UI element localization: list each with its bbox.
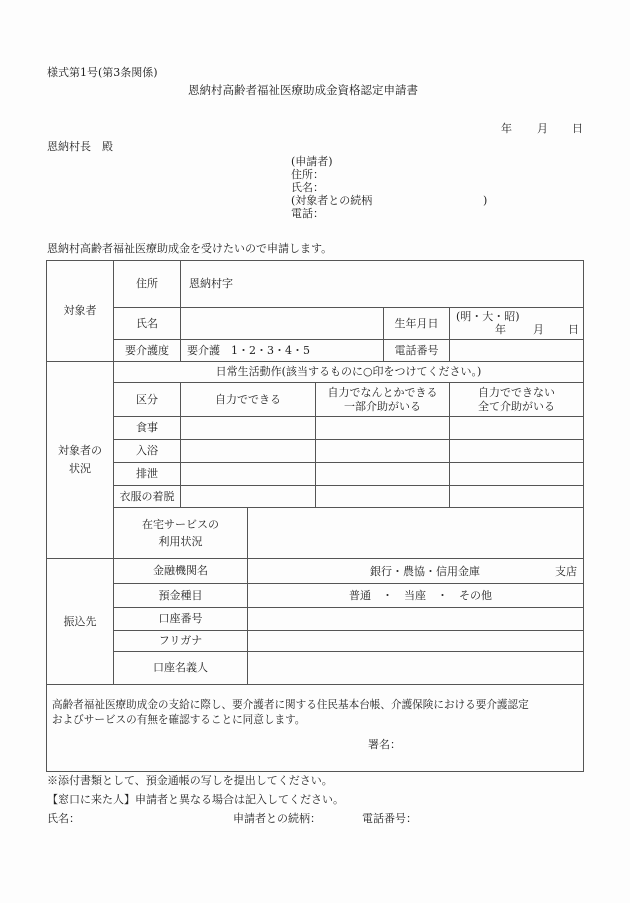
subject-name-label: 氏名 (136, 316, 158, 330)
deposit-type-label: 預金種目 (158, 588, 203, 602)
adl-cell[interactable] (450, 440, 583, 462)
adl-cell[interactable] (181, 417, 315, 439)
adl-cell[interactable] (181, 440, 315, 462)
adl-cell[interactable] (450, 463, 583, 485)
adl-col-partial-line2: 一部介助がいる (344, 399, 421, 413)
form-number: 様式第1号(第3条関係) (47, 66, 158, 79)
visitor-relation-label[interactable]: 申請者との続柄： (233, 812, 321, 825)
applicant-heading: (申請者) (291, 155, 333, 168)
home-service-field[interactable] (248, 508, 583, 558)
visitor-phone-label[interactable]: 電話番号： (362, 812, 417, 825)
window-visitor-note: 【窓口に来た人】申請者と異なる場合は記入してください。 (47, 793, 344, 806)
adl-cell[interactable] (181, 463, 315, 485)
home-service-label (114, 508, 247, 558)
deposit-type-options[interactable]: 普通 ・ 当座 ・ その他 (349, 588, 492, 602)
account-number-label: 口座番号 (158, 612, 203, 625)
furigana-field[interactable] (248, 631, 583, 651)
adl-col-full-line2: 全て介助がいる (478, 399, 555, 413)
adl-cell[interactable] (316, 440, 449, 462)
bank-section-label: 振込先 (63, 614, 97, 628)
care-level-label: 要介護度 (125, 343, 169, 357)
page-title: 恩納村高齢者福祉医療助成金資格認定申請書 (188, 83, 418, 97)
adl-row-toilet: 排泄 (136, 467, 158, 480)
adl-col-independent: 自力でできる (215, 392, 281, 406)
applicant-phone-label[interactable]: 電話： (291, 207, 324, 220)
date-day: 日 (572, 122, 583, 135)
bank-institution-field[interactable] (248, 559, 583, 583)
adl-heading: 日常生活動作(該当するものに○印をつけてください。) (215, 365, 482, 378)
status-section-label (47, 362, 113, 558)
adl-cell[interactable] (316, 463, 449, 485)
table-border-bottom (46, 771, 584, 772)
applicant-relation-label[interactable]: (対象者との続柄 (291, 194, 373, 207)
birthdate-year: 年 (495, 323, 506, 336)
birthdate-label: 生年月日 (394, 316, 439, 330)
signature-label[interactable]: 署名： (368, 738, 401, 751)
adl-row-meal: 食事 (136, 421, 158, 434)
applicant-relation-close: ) (483, 194, 488, 207)
adl-cell[interactable] (181, 486, 315, 507)
bank-branch-suffix: 支店 (555, 565, 577, 578)
adl-cell[interactable] (450, 417, 583, 439)
care-level-options[interactable]: 要介護 1・2・3・4・5 (187, 343, 310, 357)
divider (46, 684, 584, 685)
consent-line-2: およびサービスの有無を確認することに同意します。 (52, 714, 306, 726)
birthdate-era: (明・大・昭) (456, 310, 520, 323)
applicant-address-label[interactable]: 住所： (291, 168, 324, 181)
status-section-label-line2: 状況 (69, 462, 91, 475)
phone-label: 電話番号 (394, 343, 439, 357)
addressee: 恩納村長 殿 (47, 140, 113, 153)
home-service-label-line1: 在宅サービスの (142, 517, 219, 531)
bank-institution-types: 銀行・農協・信用金庫 (370, 565, 480, 578)
adl-col-full (450, 383, 583, 416)
adl-col-partial (316, 383, 449, 416)
adl-row-dressing: 衣服の着脱 (119, 489, 175, 503)
account-holder-field[interactable] (248, 652, 583, 684)
birthdate-month: 月 (533, 323, 544, 336)
bank-institution-label: 金融機関名 (153, 564, 208, 577)
adl-col-full-line1: 自力でできない (478, 385, 555, 399)
birthdate-day: 日 (568, 323, 579, 336)
adl-row-bath: 入浴 (136, 444, 158, 457)
date-month: 月 (537, 122, 548, 135)
phone-field[interactable] (450, 340, 583, 361)
intro-text: 恩納村高齢者福祉医療助成金を受けたいので申請します。 (47, 242, 333, 255)
subject-section-label: 対象者 (63, 304, 97, 317)
consent-line-1: 高齢者福祉医療助成金の支給に際し、要介護者に関する住民基本台帳、介護保険における要介護認定 (52, 699, 529, 711)
status-section-label-line1: 対象者の (58, 444, 102, 457)
account-number-field[interactable] (248, 608, 583, 630)
subject-name-field[interactable] (181, 308, 383, 339)
account-holder-label: 口座名義人 (153, 661, 208, 674)
table-border-right (583, 260, 584, 772)
adl-col-partial-line1: 自力でなんとかできる (327, 385, 438, 399)
applicant-name-label[interactable]: 氏名： (291, 181, 324, 194)
subject-address-label: 住所 (136, 277, 158, 290)
birthdate-field[interactable] (450, 308, 583, 339)
date-year: 年 (501, 122, 512, 135)
adl-cell[interactable] (316, 417, 449, 439)
furigana-label: フリガナ (158, 634, 203, 647)
attachment-note: ※添付書類として、預金通帳の写しを提出してください。 (47, 774, 333, 787)
adl-cell[interactable] (316, 486, 449, 507)
visitor-name-label[interactable]: 氏名： (47, 812, 80, 825)
subject-address-field[interactable]: 恩納村字 (189, 277, 233, 290)
adl-col-category: 区分 (136, 392, 158, 406)
home-service-label-line2: 利用状況 (158, 534, 203, 548)
adl-cell[interactable] (450, 486, 583, 507)
